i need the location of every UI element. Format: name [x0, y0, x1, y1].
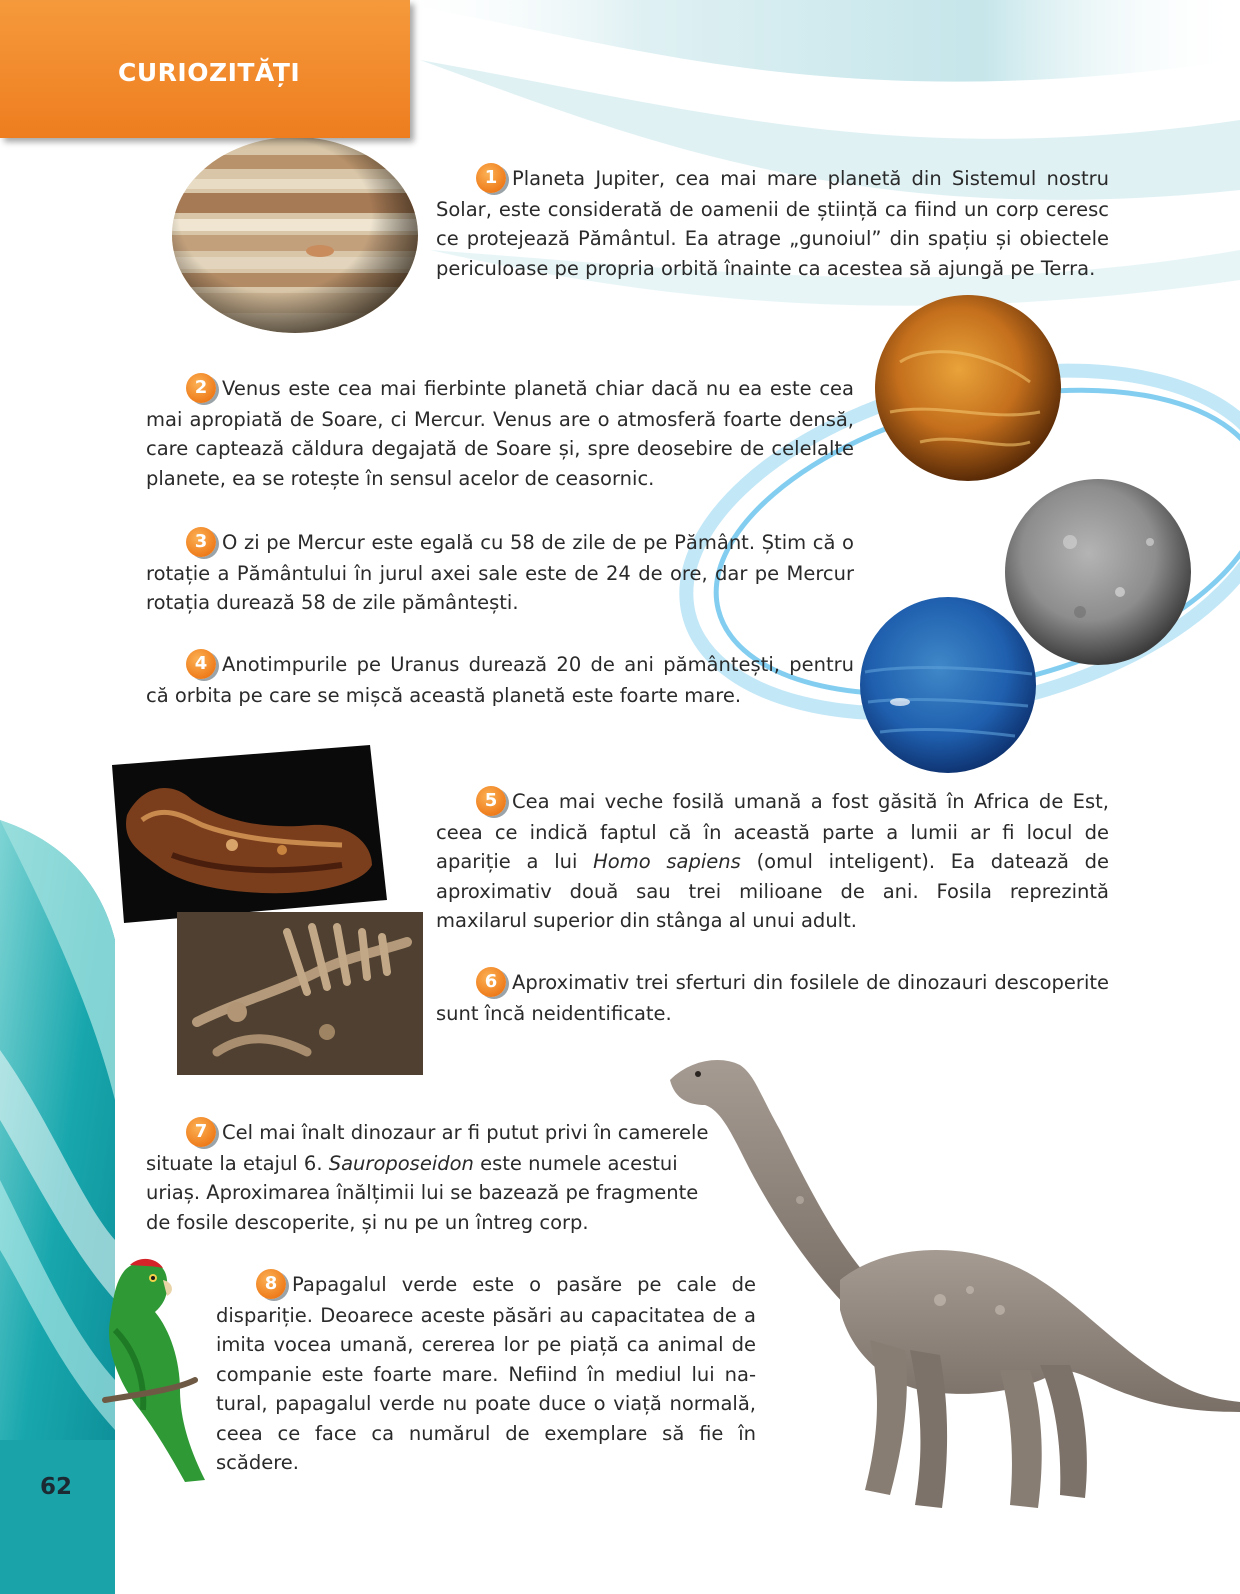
fact-number-badge: 6: [476, 967, 506, 997]
fact-text: este numele acestui uriaș. Aproximarea înălțimii lui se bazează pe fragmente de fosile descoperite, și nu pe un întreg corp.: [146, 1151, 699, 1234]
fact-number-badge: 7: [186, 1117, 216, 1147]
fact-1: [436, 164, 1109, 283]
jupiter-illustration: [170, 135, 420, 335]
fact-text: Planeta Jupiter, cea mai mare planetă din Sistemul nostru Solar, este considerată de oamenii de știință ca fiind un corp ceresc ce protejează Pământul. Ea atrage „gunoiul” din spațiu și obiectele periculoase pe propria orbită înainte ca acestea să ajungă pe Terra.: [436, 167, 1109, 280]
fact-text: (omul inteligent). Ea datează de aproximativ două sau trei milioane de ani. Fosila reprezintă maxilarul superior din stânga al unui adult.: [436, 850, 1110, 932]
fact-3: [146, 528, 854, 618]
dinosaur-fossil-photo: [177, 912, 423, 1075]
fossil-jaw-photo: [112, 745, 387, 923]
section-header-tab: [0, 0, 410, 138]
fact-5: [436, 787, 1109, 936]
fact-number-badge: 3: [186, 527, 216, 557]
fact-text: Aproximativ trei sferturi din fosilele de dinozauri descoperite sunt încă neidentificate.: [436, 971, 1109, 1025]
fact-text: Anotimpurile pe Uranus durează 20 de ani pământești, pentru că orbita pe care se mișcă această planetă este foarte mare.: [146, 653, 854, 707]
fact-7: [146, 1118, 726, 1237]
section-title: CURIOZITĂȚI: [118, 58, 301, 87]
green-parrot-illustration: [85, 1250, 220, 1485]
page-number: 62: [39, 1474, 72, 1500]
fact-6: [436, 968, 1109, 1028]
fact-text: Cea mai veche fosilă umană a fost găsită în Africa de Est, ceea ce indică faptul că în această parte a lumii ar fi locul de apariție a lui: [436, 790, 1109, 873]
fact-text: Papagalul verde este o pasăre pe cale de dispariție. Deoarece aceste păsări au capacitatea de a imita vocea umană, cererea lor pe piață ca animal de companie este foarte mare. Nefiind în mediul lui natural, papagalul verde nu poate duce o viață normală, ceea ce face ca numărul de exemplare să fie în scădere.: [216, 1273, 756, 1474]
fact-text: Cel mai înalt dinozaur ar fi putut privi în camerele situate la etajul 6.: [146, 1121, 709, 1175]
fact-text-italic: Homo sapiens: [593, 850, 741, 873]
fact-text: O zi pe Mercur este egală cu 58 de zile de pe Pământ. Știm că o rotație a Pământului în jurul axei sale este de 24 de ore, dar pe Mercur rotația durează 58 de zile pământești.: [146, 531, 854, 614]
fact-number-badge: 4: [186, 649, 216, 679]
fact-text: Venus este cea mai fierbinte planetă chiar dacă nu ea este cea mai apropiată de Soare, ci Mercur. Venus are o atmosferă foarte densă, care captează căldura degajată de Soare și, spre deosebire de celelalte planete, ea se rotește în sensul acelor de ceasornic.: [146, 377, 854, 490]
fact-text-italic: Sauroposeidon: [328, 1151, 474, 1175]
fact-2: [146, 374, 854, 493]
fact-8: [216, 1270, 756, 1478]
fact-4: [146, 650, 854, 710]
fact-number-badge: 2: [186, 373, 216, 403]
fact-number-badge: 8: [256, 1269, 286, 1299]
fact-number-badge: 1: [476, 163, 506, 193]
fact-number-badge: 5: [476, 786, 506, 816]
